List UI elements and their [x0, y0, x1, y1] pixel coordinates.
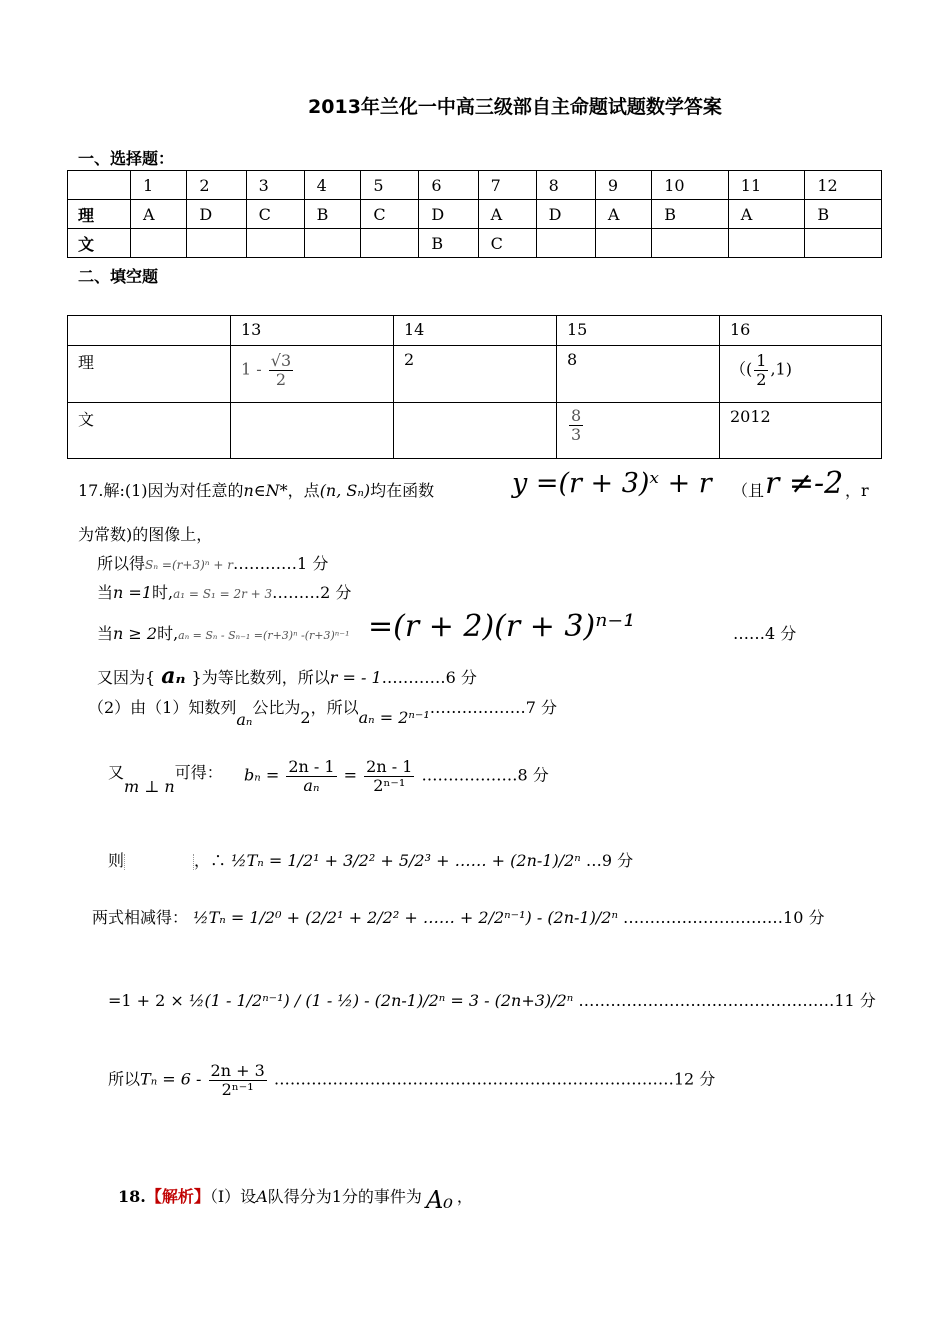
table-cell: A — [131, 200, 187, 229]
score: ………………7 分 — [429, 698, 558, 717]
table-cell: C — [246, 200, 304, 229]
math: ½Tₙ = 1/2⁰ + (2/2¹ + 2/2² + …… + 2/2ⁿ⁻¹) - (2n-1)/2ⁿ — [193, 908, 618, 927]
text: （2）由（1）知数列 — [88, 698, 237, 717]
table-cell: 1 — [131, 171, 187, 200]
table-row — [68, 403, 882, 459]
table-cell: 3 — [246, 171, 304, 200]
table-cell — [728, 229, 805, 258]
fraction-denominator: 2 — [275, 369, 287, 389]
table-cell — [68, 171, 131, 200]
table-cell — [304, 229, 361, 258]
score: ………………8 分 — [421, 765, 549, 785]
table-cell: （( $\frac{1}{2}$ ,1) — [720, 346, 882, 403]
table-cell — [231, 346, 394, 403]
score: …………6 分 — [381, 668, 477, 687]
fraction-denominator: 2 — [756, 369, 767, 389]
text: 时, — [152, 583, 174, 602]
table-cell — [187, 229, 246, 258]
choice-answer-table — [67, 170, 882, 258]
text: ， — [456, 1187, 473, 1206]
table-cell — [652, 229, 729, 258]
p17-line-8 — [108, 760, 223, 796]
problem-number: 18. — [118, 1187, 146, 1206]
table-cell: 9 — [595, 171, 651, 200]
table-cell: A — [728, 200, 805, 229]
p18-line-1 — [118, 1180, 473, 1214]
math: 2 — [300, 708, 311, 727]
table-row — [68, 229, 882, 258]
table-cell: C — [361, 200, 419, 229]
fraction-numerator: 2n + 3 — [210, 1061, 265, 1080]
math: (n, Sₙ) — [319, 481, 371, 500]
p17-line-6 — [97, 663, 477, 689]
text: 均在函数 — [370, 481, 435, 500]
table-cell: D — [419, 200, 478, 229]
table-cell — [805, 229, 882, 258]
p17-line-2: 为常数)的图像上， — [78, 525, 213, 544]
table-cell — [246, 229, 304, 258]
table-cell: 12 — [805, 171, 882, 200]
score: ………2 分 — [272, 583, 352, 602]
text: 时, — [157, 624, 179, 643]
text: 又 — [108, 763, 125, 782]
text: 当 — [97, 624, 114, 643]
table-cell: 15 — [557, 316, 720, 346]
row-label-wen: 文 — [68, 229, 131, 258]
fraction-numerator: 1 — [756, 351, 767, 370]
table-cell — [394, 403, 557, 459]
table-cell: B — [805, 200, 882, 229]
table-cell: 2 — [187, 171, 246, 200]
fraction-numerator: 2n - 1 — [366, 757, 413, 776]
fraction-denominator: 3 — [571, 424, 582, 444]
table-cell: B — [304, 200, 361, 229]
p17-score-4: ……4 分 — [733, 624, 797, 643]
math: aₙ — [236, 710, 253, 729]
p17-function: y =(r + 3)ˣ + r — [512, 468, 712, 499]
section-fill-heading: 二、填空题 — [78, 267, 159, 286]
fraction-denominator: 2ⁿ⁻¹ — [373, 775, 406, 795]
text: 又因为{ — [97, 668, 156, 687]
table-cell: 2012 — [720, 403, 882, 459]
text: （Ⅰ）设 — [209, 1187, 257, 1206]
table-row — [68, 200, 882, 229]
table-cell: 11 — [728, 171, 805, 200]
p17-cond-open: （且 — [732, 481, 765, 500]
p17-line-9 — [108, 848, 633, 871]
table-cell — [231, 403, 394, 459]
fraction-numerator: √3 — [270, 351, 292, 370]
table-cell: 8 — [536, 171, 595, 200]
row-label-li: 理 — [68, 200, 131, 229]
p17-line-5 — [97, 621, 349, 644]
fraction-numerator: 8 — [571, 406, 582, 425]
text: 当 — [97, 583, 114, 602]
table-cell: B — [419, 229, 478, 258]
answer-16-fraction — [754, 352, 768, 388]
p17-line-12 — [108, 1062, 715, 1098]
fraction-numerator: 2n - 1 — [288, 757, 335, 776]
fraction — [209, 1062, 267, 1098]
table-cell — [536, 229, 595, 258]
math: =1 + 2 × — [108, 991, 184, 1010]
table-cell: 7 — [478, 171, 536, 200]
answer-16-suffix: ,1) — [770, 359, 792, 379]
text: 则 — [108, 851, 125, 870]
text: 公比为 — [252, 698, 301, 717]
score: …………………………10 分 — [623, 908, 825, 927]
math: aₙ = Sₙ - Sₙ₋₁ =(r+3)ⁿ -(r+3)ⁿ⁻¹ — [178, 629, 350, 642]
text: 队得分为1分的事件为 — [267, 1187, 422, 1206]
table-cell — [68, 316, 231, 346]
text: 17.解:(1)因为对任意的 — [78, 481, 244, 500]
garbled-formula-image — [124, 854, 194, 870]
row-label-li: 理 — [68, 346, 231, 403]
score: …………………………………………………………………12 分 — [273, 1069, 716, 1089]
table-cell: A — [478, 200, 536, 229]
table-cell: 8 — [557, 346, 720, 403]
table-cell: 6 — [419, 171, 478, 200]
table-cell: 2 — [394, 346, 557, 403]
math: aₙ = 2ⁿ⁻¹ — [358, 708, 430, 727]
p17-line-10 — [92, 905, 824, 928]
fraction — [364, 758, 414, 794]
table-row — [68, 316, 882, 346]
p17-cond-r: ，r — [845, 481, 869, 500]
math: m ⊥ n — [124, 777, 175, 796]
math: a₁ = S₁ = 2r + 3 — [173, 587, 273, 601]
table-cell: 5 — [361, 171, 419, 200]
table-cell: C — [478, 229, 536, 258]
fill-answer-table — [67, 315, 882, 459]
page-title: 2013年兰化一中高三级部自主命题试题数学答案 — [308, 96, 722, 118]
p17-line-4 — [97, 580, 351, 603]
text: 可得： — [174, 763, 223, 782]
p17-line-1 — [78, 478, 434, 501]
math: Sₙ =(r+3)ⁿ + r — [145, 558, 234, 572]
table-cell: 16 — [720, 316, 882, 346]
table-cell: D — [187, 200, 246, 229]
table-cell — [131, 229, 187, 258]
text: ，所以 — [310, 698, 359, 717]
math: ½(1 - 1/2ⁿ⁻¹) / (1 - ½) - (2n-1)/2ⁿ = 3 - (2n+3)/2ⁿ — [188, 991, 574, 1010]
text: ，点 — [287, 481, 320, 500]
math: aₙ — [161, 663, 186, 689]
table-cell: D — [536, 200, 595, 229]
p17-cond: r ≠-2 — [765, 466, 844, 501]
answer-16-prefix: （ — [730, 359, 747, 379]
fraction-denominator: 2ⁿ⁻¹ — [221, 1079, 254, 1099]
math: A₀ — [425, 1186, 453, 1214]
text: 所以得 — [97, 554, 146, 573]
answer-13-prefix: 1 - — [241, 359, 262, 379]
analysis-tag: 【解析】 — [145, 1187, 210, 1206]
table-row — [68, 346, 882, 403]
table-cell: 4 — [304, 171, 361, 200]
answer-15-fraction — [569, 407, 583, 443]
p17-line-11 — [108, 988, 876, 1011]
table-cell: B — [652, 200, 729, 229]
section-choice-heading: 一、选择题： — [78, 149, 175, 168]
table-cell: 14 — [394, 316, 557, 346]
math: = — [343, 765, 358, 785]
table-cell — [361, 229, 419, 258]
text: ，∴ — [194, 851, 227, 870]
p17-line-3 — [97, 551, 328, 574]
score: …9 分 — [585, 851, 634, 870]
math: n =1 — [113, 583, 152, 602]
table-cell: 10 — [652, 171, 729, 200]
score: …………1 分 — [233, 554, 329, 573]
row-label-wen: 文 — [68, 403, 231, 459]
p17-line-7 — [88, 695, 558, 729]
fraction-denominator: aₙ — [303, 775, 320, 795]
p17-an-formula: =(r + 2)(r + 3)ⁿ⁻¹ — [368, 609, 636, 644]
math: bₙ = — [244, 765, 280, 785]
fraction — [286, 758, 336, 794]
score: …………………………………………11 分 — [578, 991, 876, 1010]
answer-13-fraction — [269, 352, 293, 388]
text: 两式相减得： — [92, 908, 189, 927]
math: n∈N* — [243, 481, 288, 500]
math: n ≥ 2 — [113, 624, 158, 643]
p17-bn-formula — [244, 758, 549, 794]
math: A — [256, 1187, 268, 1206]
table-cell: A — [595, 200, 651, 229]
text: }为等比数列，所以 — [191, 668, 330, 687]
table-row — [68, 171, 882, 200]
math: Tₙ = 6 - — [140, 1069, 202, 1089]
math: r = - 1 — [329, 668, 382, 687]
table-cell: 13 — [231, 316, 394, 346]
text: 所以 — [108, 1069, 141, 1089]
table-cell — [595, 229, 651, 258]
math: ½Tₙ = 1/2¹ + 3/2² + 5/2³ + …… + (2n-1)/2ⁿ — [231, 851, 581, 870]
table-cell — [557, 403, 720, 459]
